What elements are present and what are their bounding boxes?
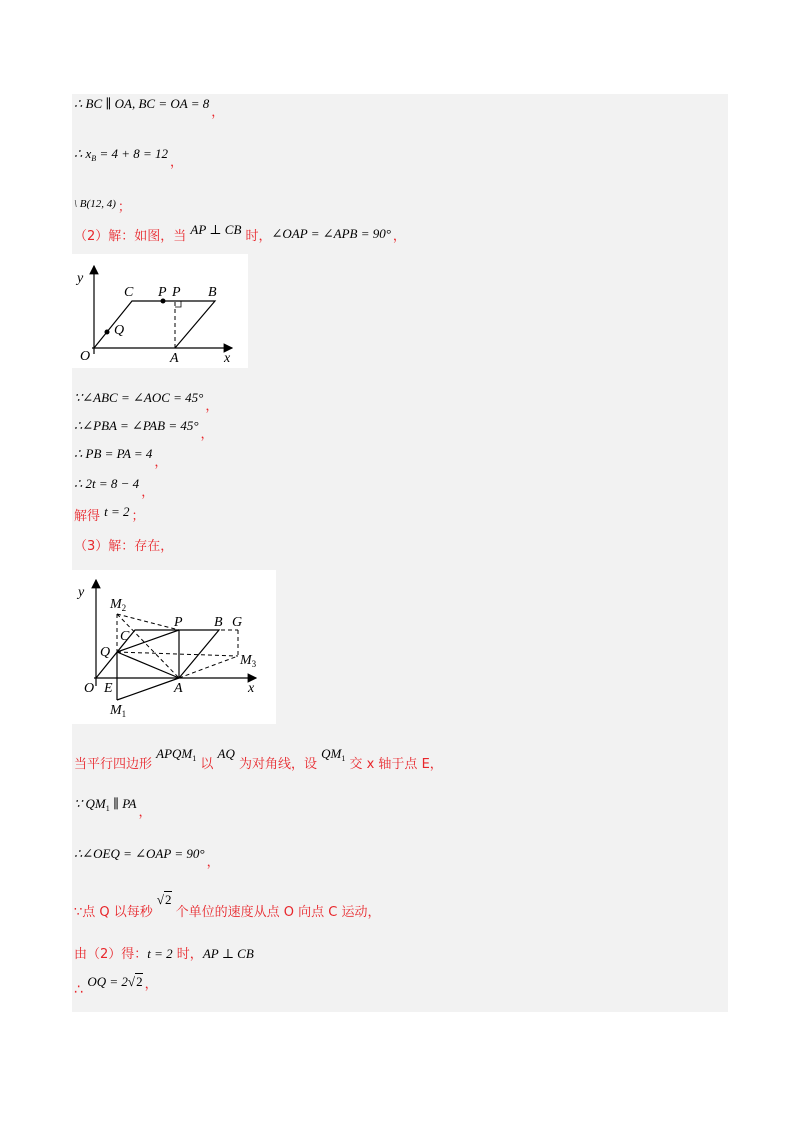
- parallelogram-oabc: [94, 301, 215, 348]
- line-q-speed: [74, 892, 381, 921]
- label-m1: $M_1$: [110, 703, 127, 719]
- text-when: 时，: [172, 947, 203, 962]
- text-intersect: 交 x 轴于点 E，: [345, 757, 443, 772]
- line-qm1-parallel-pa: [74, 796, 152, 820]
- label-y: y: [78, 585, 85, 600]
- punct: ，: [141, 485, 155, 500]
- line-b-coord: [74, 196, 131, 215]
- punct: ，: [200, 427, 214, 442]
- label-o: O: [80, 349, 91, 364]
- label-a: A: [174, 681, 183, 696]
- punct: ，: [154, 455, 168, 470]
- label-x: x: [224, 351, 231, 366]
- punct: ，: [170, 155, 184, 170]
- text-from-part2: 由（2）得：: [74, 947, 148, 962]
- math-apqm: APQM: [156, 746, 193, 761]
- punct: ，: [211, 105, 225, 120]
- label-c: C: [124, 285, 134, 300]
- line-2t: [74, 476, 155, 500]
- label-x: x: [248, 681, 255, 696]
- dashed-m2a: [117, 614, 179, 678]
- math-angle-oeq: ∴∠OEQ = ∠OAP = 90°: [74, 846, 205, 861]
- radicand: 2: [136, 974, 143, 989]
- math-t-eq-2: t = 2: [147, 946, 173, 961]
- label-a: A: [170, 351, 179, 366]
- punct: ，: [392, 229, 406, 244]
- label-q: Q: [100, 645, 111, 660]
- math-angle-pba: ∴∠PBA = ∠PAB = 45°: [74, 418, 199, 433]
- label-e: E: [104, 681, 113, 696]
- right-angle-mark: [175, 301, 181, 307]
- math-sub: 1: [105, 804, 110, 813]
- math-sqrt2: [157, 892, 172, 907]
- punct: ，: [138, 805, 152, 820]
- label-b: B: [214, 615, 223, 630]
- line-angle-pba: [74, 418, 214, 442]
- math-sub: 1: [341, 754, 346, 763]
- label-m2: $M_2$: [110, 597, 127, 613]
- radical-sign: √: [127, 974, 136, 989]
- line-part3: [74, 538, 173, 555]
- line-oq: [74, 974, 158, 998]
- line-angle-oeq: [74, 846, 220, 870]
- math-oq: OQ = 2: [87, 974, 128, 989]
- dashed-qm3: [117, 652, 238, 656]
- math-bc-parallel: ∴ BC ∥ OA, BC = OA = 8: [74, 96, 210, 111]
- text-when-parallelogram: 当平行四边形: [74, 757, 157, 772]
- dashed-m2p: [117, 614, 179, 630]
- label-g: G: [232, 615, 243, 630]
- punct: ；: [131, 509, 145, 524]
- math-parallel-pa: ∥ PA: [109, 796, 137, 811]
- math-t-eq-2: t = 2: [104, 504, 130, 519]
- text-therefore: ∴: [74, 982, 88, 998]
- label-p1: P: [158, 285, 167, 300]
- label-b: B: [208, 285, 217, 300]
- math-xb-rest: = 4 + 8 = 12: [96, 146, 169, 161]
- line-bc-parallel-oa: [74, 96, 225, 120]
- line-from-part2: [74, 946, 254, 963]
- point-q-dot: [105, 330, 110, 335]
- math-ap-perp-cb: AP ⊥ CB: [190, 222, 242, 237]
- label-o: O: [84, 681, 95, 696]
- figure-1: [72, 254, 248, 368]
- punct: ；: [117, 200, 131, 215]
- math-aq: AQ: [217, 746, 235, 761]
- text-q-speed: ∵点 Q 以每秒: [74, 905, 157, 920]
- math-sub: 1: [192, 754, 197, 763]
- label-p2: P: [172, 285, 181, 300]
- segment-m1a: [117, 678, 179, 700]
- math-angle-oap: ∠OAP = ∠APB = 90°: [271, 226, 391, 241]
- line-part2: [74, 222, 406, 245]
- line-pb-pa: [74, 446, 168, 470]
- label-y: y: [77, 271, 84, 286]
- punct: ，: [144, 977, 158, 992]
- punct: ，: [205, 399, 219, 414]
- label-q: Q: [114, 323, 125, 338]
- math-xb: ∴ x: [74, 146, 92, 161]
- text-diagonal: 为对角线，设: [234, 757, 322, 772]
- text-when: 时，: [241, 229, 272, 244]
- math-sqrt2: [128, 974, 143, 989]
- punct: ，: [206, 855, 220, 870]
- line-solve-t: [74, 504, 145, 525]
- math-apqm1: [156, 746, 196, 761]
- math-qm1: ∵ QM: [74, 796, 106, 811]
- figure-2-svg: [72, 570, 276, 724]
- math-2t: ∴ 2t = 8 − 4: [74, 476, 140, 491]
- text-part3: （3）解：存在，: [74, 539, 174, 554]
- line-parallelogram-apqm1: [74, 746, 443, 777]
- figure-1-svg: [72, 254, 248, 368]
- math-ap-perp-cb: AP ⊥ CB: [202, 946, 254, 961]
- label-m3: $M_3$: [240, 653, 257, 669]
- text-with: 以: [196, 757, 218, 772]
- math-qm: QM: [321, 746, 342, 761]
- math-b-coord: \ B(12, 4): [74, 198, 116, 210]
- radicand: 2: [165, 892, 172, 907]
- math-sub: B: [91, 154, 97, 163]
- label-p: P: [174, 615, 183, 630]
- line-xb: [74, 146, 184, 170]
- text-unit-speed: 个单位的速度从点 O 向点 C 运动，: [171, 905, 381, 920]
- line-angle-abc: [74, 390, 219, 414]
- text-part2: （2）解：如图，当: [74, 229, 191, 244]
- math-angle-abc: ∵∠ABC = ∠AOC = 45°: [74, 390, 204, 405]
- figure-2: [72, 570, 276, 724]
- text-solve: 解得: [74, 509, 105, 524]
- segment-qa: [117, 652, 179, 678]
- math-pb-pa: ∴ PB = PA = 4: [74, 446, 153, 461]
- math-qm1: [321, 746, 345, 761]
- label-c: C: [120, 629, 130, 644]
- radical-sign: √: [156, 892, 165, 907]
